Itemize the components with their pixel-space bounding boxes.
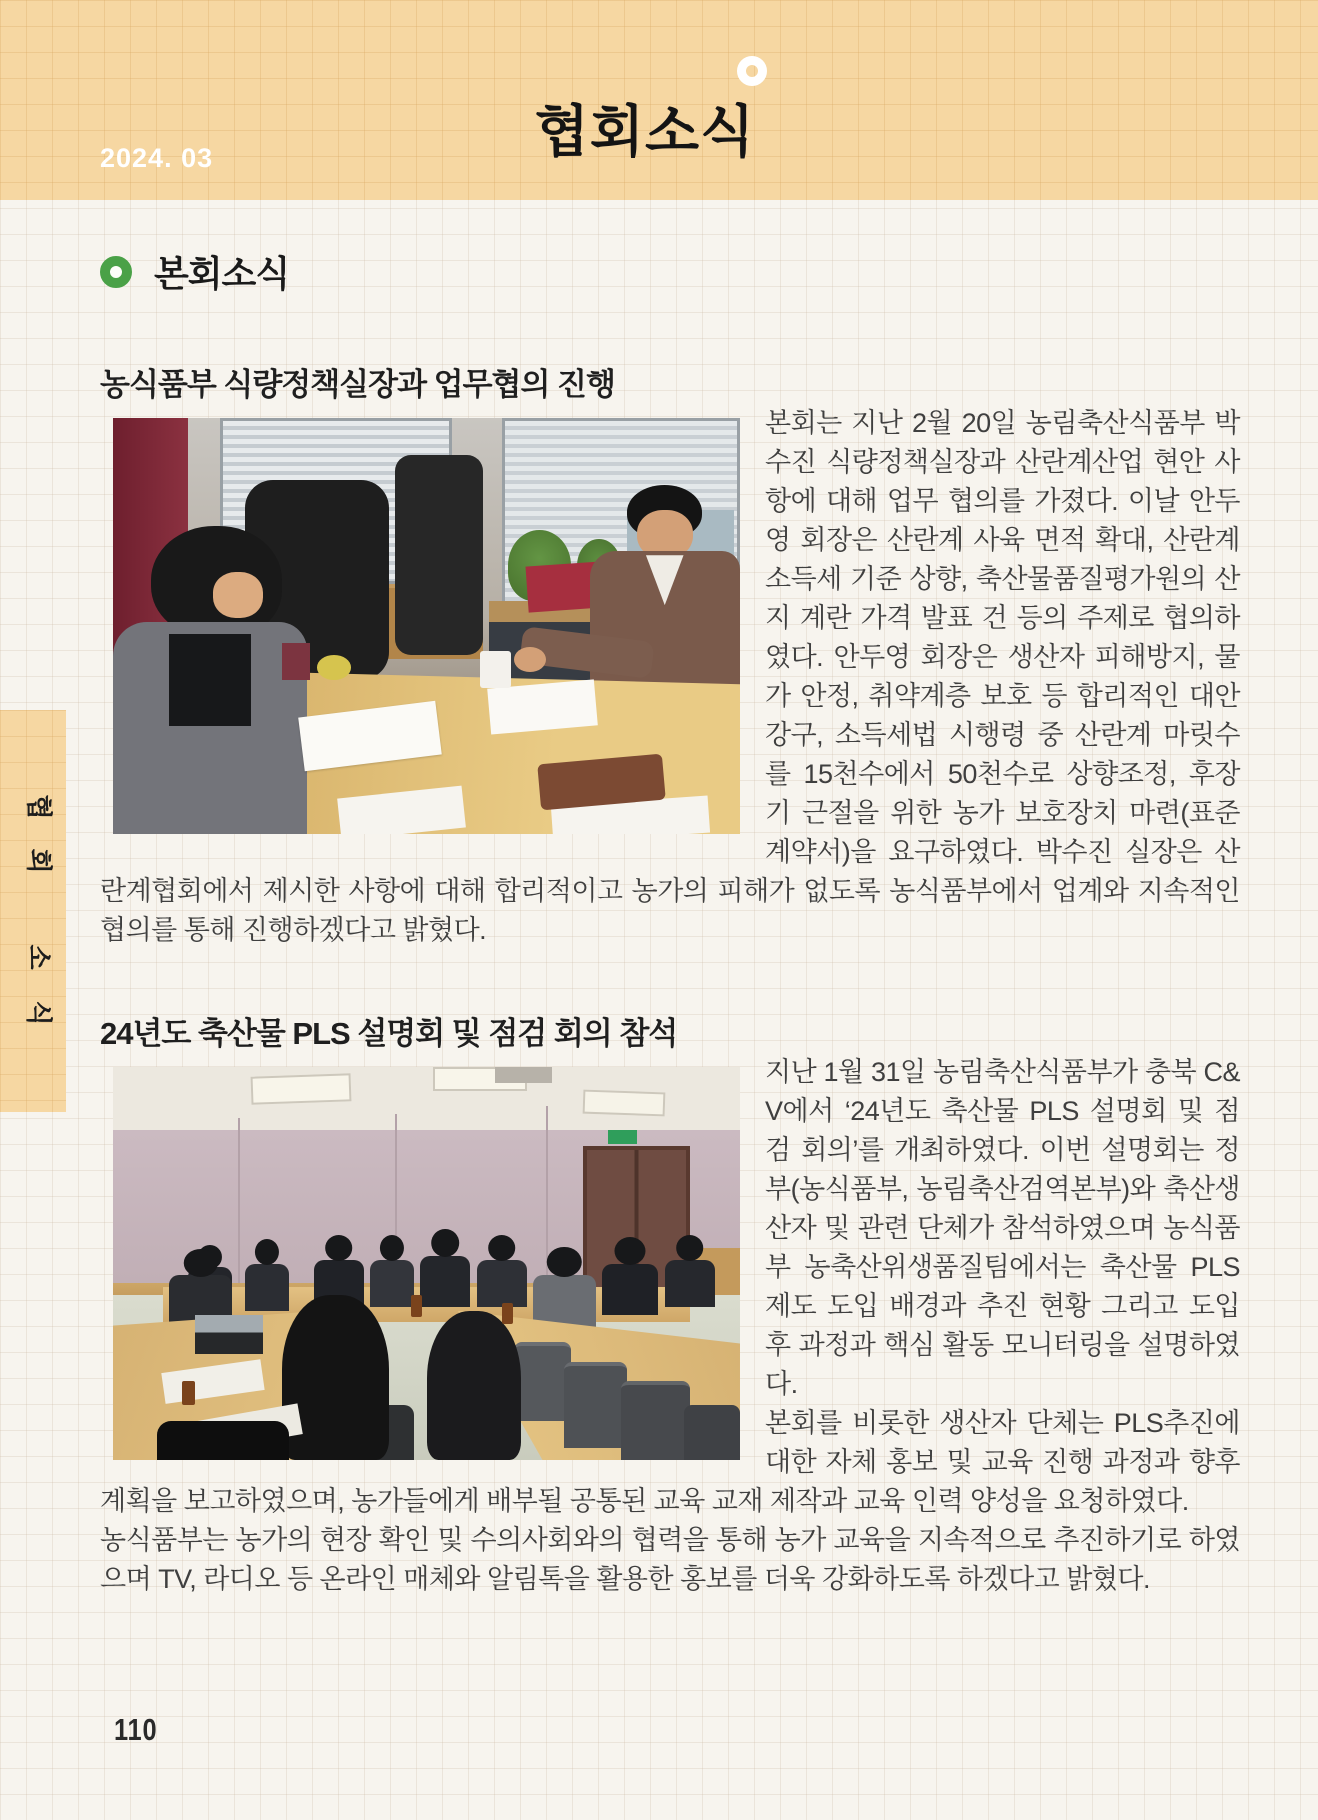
ceiling-vent <box>495 1067 551 1083</box>
mesh-chair <box>564 1362 627 1448</box>
attendee <box>665 1260 715 1307</box>
paragraph: 농식품부는 농가의 현장 확인 및 수의사회와의 협력을 통해 농가 교육을 지속적으로 추진하기로 하였으며 TV, 라디오 등 온라인 매체와 알림톡을 활용한 홍보를 더욱 강화하도록 하겠다고 밝혔다. <box>100 1525 1240 1594</box>
sidebar-char: 회 <box>24 848 54 874</box>
sidebar-char: 소 <box>24 944 54 970</box>
foreground-attendee <box>282 1295 389 1460</box>
coffee-mug <box>480 651 511 688</box>
drink-bottle <box>182 1381 195 1405</box>
header-band <box>0 0 1318 200</box>
man-hand <box>514 647 545 672</box>
wall-panel-line <box>238 1118 240 1287</box>
page-number: 110 <box>114 1712 158 1747</box>
sidebar-tab-association-news <box>0 710 66 1112</box>
drink-bottle <box>411 1295 422 1317</box>
exit-sign <box>608 1130 636 1144</box>
paragraph: 본회는 지난 2월 20일 농림축산식품부 박수진 식량정책실장과 산란계산업 현안 사항에 대해 업무 협의를 가졌다. 이날 안두영 회장은 산란계 사육 면적 확대, 산란계 소득세 기준 상향, 축산물품질평가원의 산지 계란 가격 발표 건 등의 주제로 협의하였다. 안두영 회장은 생산자 피해방지, 물가 안정, 취약계층 보호 등 합리적인 대안 강구, 소득세법 시행령 중 산란계 마릿수를 15천수에서 50천수로 상향조정, 후장기 근절을 위한 농가 보호장치 마련(표준계약서)을 요구하였다. 박수진 실장은 산란계협회에서 제시한 사항에 대해 합리적이고 농가의 피해가 없도록 농식품부에서 업계와 지속적인 협의를 통해 진행하겠다고 밝혔다. <box>100 408 1240 945</box>
ring-icon <box>737 56 767 86</box>
attendee <box>420 1256 470 1307</box>
ceiling-light <box>583 1089 665 1115</box>
office-meeting-photo <box>113 418 740 834</box>
pen-holder <box>282 643 310 680</box>
pls-briefing-photo <box>113 1067 740 1460</box>
section-header <box>100 246 1240 297</box>
article-title: 24년도 축산물 PLS 설명회 및 점검 회의 참석 <box>100 1016 678 1051</box>
mesh-chair <box>621 1381 690 1460</box>
tape-roll <box>317 655 351 680</box>
woman-top <box>169 634 251 726</box>
issue-date: 2024. 03 <box>100 143 214 173</box>
drink-bottle <box>502 1303 513 1325</box>
paragraph: 본회를 비롯한 생산자 단체는 PLS추진에 대한 자체 홍보 및 교육 진행 과정과 향후 계획을 보고하였으며, 농가들에게 배부될 공통된 교육 교재 제작과 교육 인력 양성을 요청하였다. <box>100 1408 1240 1516</box>
attendee <box>245 1264 289 1311</box>
ceiling-light <box>250 1073 351 1104</box>
puffy-jacket <box>157 1421 289 1460</box>
article-pls-briefing <box>100 1008 1240 1599</box>
sidebar-char: 협 <box>24 794 54 820</box>
sidebar-char: 식 <box>24 1000 54 1026</box>
paragraph: 지난 1월 31일 농림축산식품부가 충북 C&V에서 ‘24년도 축산물 PLS 설명회 및 점검 회의’를 개최하였다. 이번 설명회는 정부(농식품부, 농림축산검역본부)와 축산생산자 및 관련 단체가 참석하였으며 농식품부 농축산위생품질팀에서는 축산물 PLS제도 도입 배경과 추진 현황 그리고 도입 후 과정과 핵심 활동 모니터링을 설명하였다. <box>765 1057 1240 1399</box>
laptop <box>195 1315 264 1354</box>
attendee <box>602 1264 658 1315</box>
attendee <box>370 1260 414 1307</box>
article-ministry-meeting <box>100 359 1240 950</box>
page-title: 협회소식 <box>534 100 756 163</box>
foreground-attendee <box>427 1311 521 1460</box>
article-title: 농식품부 식량정책실장과 업무협의 진행 <box>100 367 615 402</box>
office-chair <box>395 455 483 655</box>
section-title: 본회소식 <box>154 253 290 294</box>
woman-face <box>213 572 263 618</box>
page-content <box>100 200 1240 1599</box>
mesh-chair <box>684 1405 740 1460</box>
mesh-chair <box>514 1342 570 1421</box>
attendee <box>477 1260 527 1307</box>
green-ring-icon <box>100 256 132 288</box>
